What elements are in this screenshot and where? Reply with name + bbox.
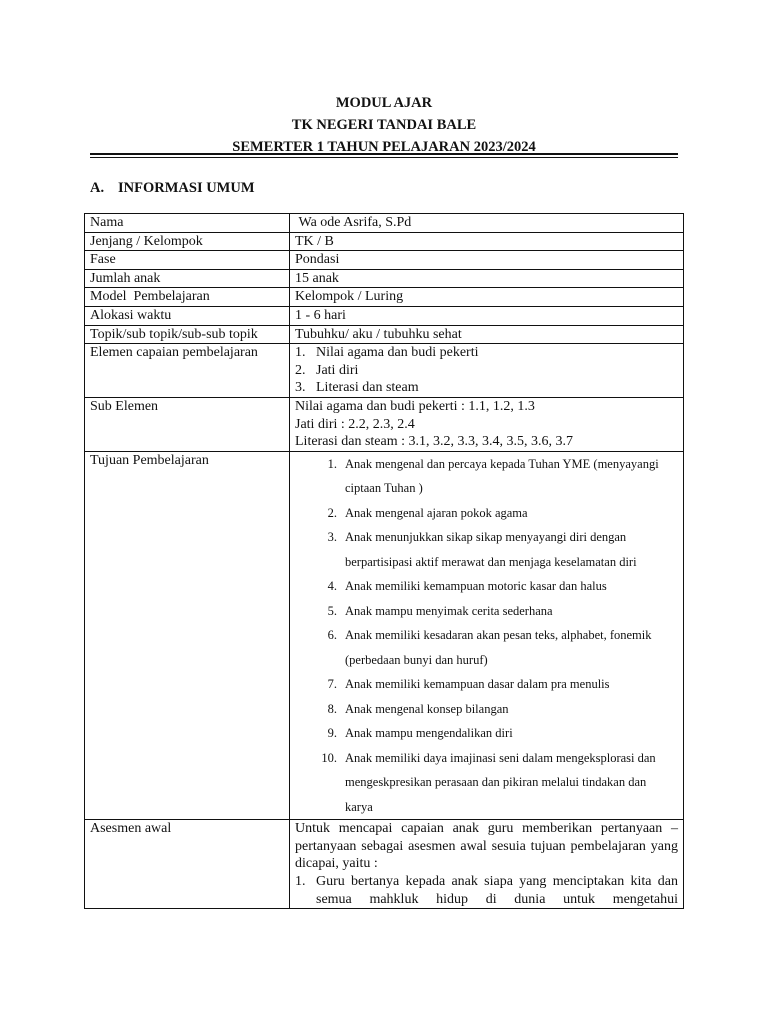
- row-label: Fase: [85, 251, 290, 270]
- row-label: Elemen capaian pembelajaran: [85, 344, 290, 398]
- table-row: [85, 288, 684, 307]
- list-item: 6. Anak memiliki kesadaran akan pesan teks, alphabet, fonemik (perbedaan bunyi dan huruf): [327, 628, 652, 667]
- table-row: [85, 232, 684, 251]
- table-row: [85, 820, 684, 909]
- row-value: [290, 214, 684, 233]
- list-item: 2. Anak mengenal ajaran pokok agama: [327, 505, 528, 520]
- row-label: Topik/sub topik/sub-sub topik: [85, 325, 290, 344]
- list-item: 1. Guru bertanya kepada anak siapa yang menciptakan kita dan semua mahkluk hidup di dunia untuk mengetahui: [295, 874, 678, 907]
- row-value: Kelompok / Luring: [290, 288, 684, 307]
- list-item: 4. Anak memiliki kemampuan motoric kasar dan halus: [327, 579, 607, 594]
- table-row: [85, 269, 684, 288]
- row-value: [290, 820, 684, 909]
- teacher-name: Wa ode Asrifa, S.Pd: [298, 215, 412, 230]
- list-item: 1. Anak mengenal dan percaya kepada Tuhan YME (menyayangi ciptaan Tuhan ): [327, 456, 659, 496]
- info-table: [84, 213, 684, 909]
- row-value: [290, 344, 684, 398]
- sub-elemen-line: Jati diri : 2.2, 2.3, 2.4: [295, 416, 415, 432]
- list-item: 3. Literasi dan steam: [295, 380, 419, 396]
- row-label: Sub Elemen: [85, 397, 290, 451]
- sub-elemen-line: Literasi dan steam : 3.1, 3.2, 3.3, 3.4, 3.5, 3.6, 3.7: [295, 434, 574, 450]
- list-item: 3. Anak menunjukkan sikap sikap menyayangi diri dengan berpartisipasi aktif merawat dan menjaga keselamatan diri: [327, 530, 637, 569]
- list-item: 7. Anak memiliki kemampuan dasar dalam pra menulis: [327, 677, 610, 692]
- tujuan-list: [295, 452, 678, 820]
- list-item: 8. Anak mengenal konsep bilangan: [327, 701, 509, 716]
- table-row: [85, 397, 684, 451]
- table-row: [85, 306, 684, 325]
- row-label: Nama: [85, 214, 290, 233]
- section-heading: [90, 180, 255, 197]
- table-row: [85, 325, 684, 344]
- list-item: 1. Nilai agama dan budi pekerti: [295, 345, 479, 361]
- header-rule-thick: [90, 153, 678, 155]
- document-title-block: [0, 92, 768, 158]
- section-number: A.: [90, 180, 105, 196]
- row-label: Tujuan Pembelajaran: [85, 451, 290, 820]
- table-row: [85, 214, 684, 233]
- row-label: Model Pembelajaran: [85, 288, 290, 307]
- row-value: TK / B: [290, 232, 684, 251]
- title-line-2: TK NEGERI TANDAI BALE: [291, 117, 477, 133]
- header-rule-thin: [90, 157, 678, 158]
- row-value: 15 anak: [290, 269, 684, 288]
- row-value: 1 - 6 hari: [290, 306, 684, 325]
- title-line-1: MODUL AJAR: [335, 95, 433, 111]
- row-label: Jumlah anak: [85, 269, 290, 288]
- row-value: [290, 451, 684, 820]
- title-line-3: SEMERTER 1 TAHUN PELAJARAN 2023/2024: [232, 139, 536, 155]
- table-row: [85, 251, 684, 270]
- asesmen-intro: Untuk mencapai capaian anak guru memberikan pertanyaan – pertanyaan sebagai asesmen awal sesuia tujuan pembelajaran yang dicapai, yaitu :: [295, 821, 678, 872]
- row-label: Alokasi waktu: [85, 306, 290, 325]
- row-value: Tubuhku/ aku / tubuhku sehat: [290, 325, 684, 344]
- table-row: [85, 451, 684, 820]
- list-item: 5. Anak mampu menyimak cerita sederhana: [327, 603, 553, 618]
- row-label: Asesmen awal: [85, 820, 290, 909]
- list-item: 10. Anak memiliki daya imajinasi seni dalam mengeksplorasi dan mengeskpresikan perasaan dan pikiran melalui tindakan dan karya: [321, 750, 656, 814]
- row-label: Jenjang / Kelompok: [85, 232, 290, 251]
- list-item: 9. Anak mampu mengendalikan diri: [327, 726, 513, 741]
- elemen-list: [295, 344, 678, 397]
- row-value: [290, 397, 684, 451]
- row-value: Pondasi: [290, 251, 684, 270]
- sub-elemen-line: Nilai agama dan budi pekerti : 1.1, 1.2, 1.3: [295, 398, 535, 414]
- table-row: [85, 344, 684, 398]
- list-item: 2. Jati diri: [295, 362, 359, 378]
- section-title: INFORMASI UMUM: [118, 180, 255, 196]
